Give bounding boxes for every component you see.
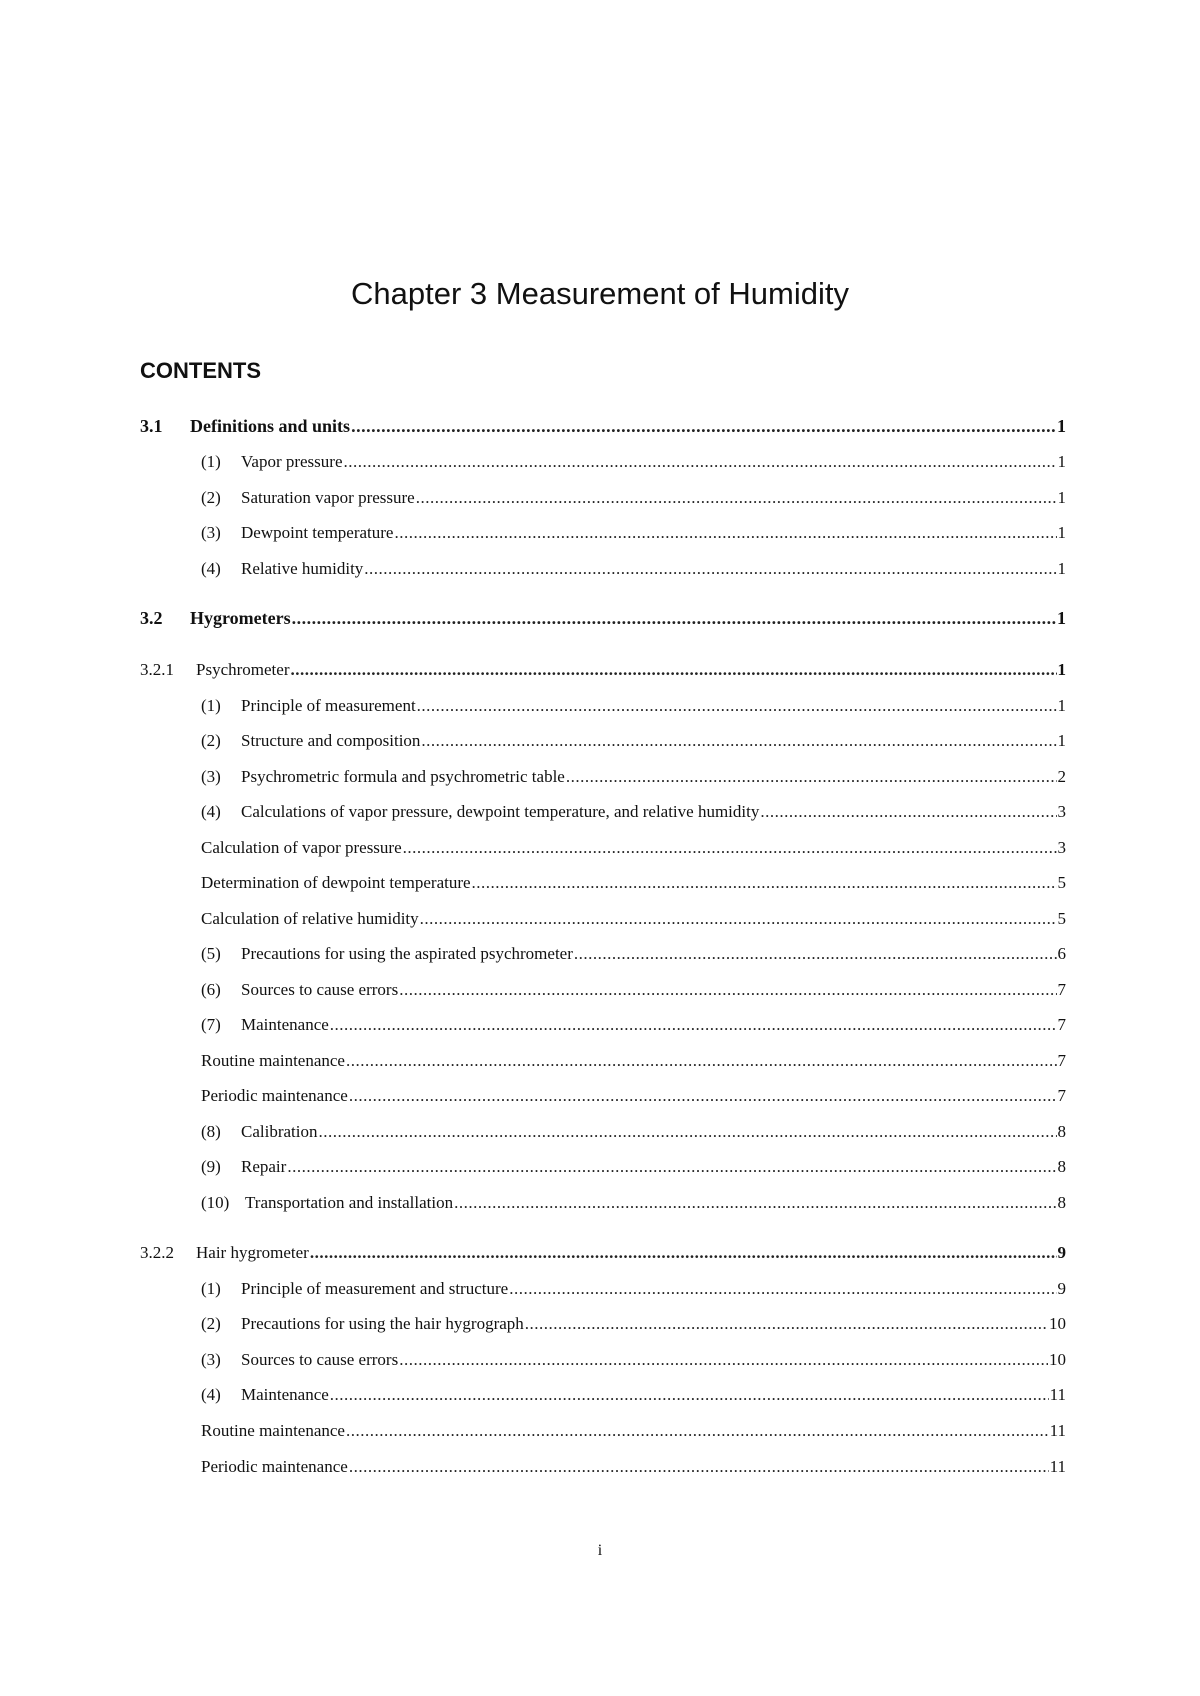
toc-number: (9) bbox=[201, 1157, 221, 1176]
toc-page: 3 bbox=[1057, 802, 1066, 821]
toc-page: 5 bbox=[1057, 909, 1066, 928]
toc-page: 6 bbox=[1057, 944, 1066, 963]
toc-entry[interactable] bbox=[201, 1085, 1066, 1107]
toc-leader bbox=[399, 1349, 1048, 1371]
toc-label: Periodic maintenance bbox=[201, 1086, 348, 1105]
toc-label: Routine maintenance bbox=[201, 1421, 345, 1440]
toc-label: Routine maintenance bbox=[201, 1051, 345, 1070]
toc-number: (6) bbox=[201, 980, 221, 999]
toc-leader bbox=[310, 1242, 1057, 1264]
toc-entry[interactable] bbox=[201, 1192, 1066, 1214]
toc-leader bbox=[420, 908, 1057, 930]
toc-leader bbox=[349, 1085, 1057, 1107]
toc-leader bbox=[399, 979, 1056, 1001]
toc-leader bbox=[416, 487, 1057, 509]
toc-leader bbox=[346, 1420, 1049, 1442]
toc-label: Vapor pressure bbox=[241, 452, 343, 471]
toc-label: Hair hygrometer bbox=[196, 1243, 309, 1262]
toc-page: 7 bbox=[1057, 1086, 1066, 1105]
toc-leader bbox=[472, 872, 1057, 894]
toc-leader bbox=[403, 837, 1057, 859]
toc-entry[interactable] bbox=[201, 451, 1066, 473]
toc-leader bbox=[346, 1050, 1057, 1072]
toc-page: 8 bbox=[1057, 1157, 1066, 1176]
toc-label: Determination of dewpoint temperature bbox=[201, 873, 471, 892]
toc-leader bbox=[760, 801, 1056, 823]
toc-number: (4) bbox=[201, 1385, 221, 1404]
toc-label: Periodic maintenance bbox=[201, 1457, 348, 1476]
toc-number: 3.1 bbox=[140, 416, 163, 436]
contents-heading: CONTENTS bbox=[140, 358, 261, 383]
toc-entry[interactable] bbox=[201, 1384, 1066, 1406]
toc-label: Dewpoint temperature bbox=[241, 523, 394, 542]
toc-page: 9 bbox=[1057, 1243, 1066, 1262]
toc-number: (1) bbox=[201, 452, 221, 471]
toc-leader bbox=[417, 695, 1057, 717]
toc-page: 1 bbox=[1057, 488, 1066, 507]
toc-entry[interactable] bbox=[201, 837, 1066, 859]
toc-number: (3) bbox=[201, 1350, 221, 1369]
toc-number: (3) bbox=[201, 767, 221, 786]
toc-number: (3) bbox=[201, 523, 221, 542]
toc-label: Calibration bbox=[241, 1122, 318, 1141]
toc-page: 1 bbox=[1057, 608, 1066, 628]
toc-page: 1 bbox=[1057, 559, 1066, 578]
toc-entry[interactable] bbox=[201, 1420, 1066, 1442]
toc-entry[interactable] bbox=[201, 1456, 1066, 1478]
toc-page: 5 bbox=[1057, 873, 1066, 892]
toc-entry[interactable] bbox=[201, 522, 1066, 544]
toc-entry-3-2[interactable] bbox=[140, 607, 1066, 629]
toc-page: 1 bbox=[1057, 523, 1066, 542]
toc-page: 10 bbox=[1049, 1350, 1066, 1369]
toc-label: Maintenance bbox=[241, 1385, 329, 1404]
toc-page: 1 bbox=[1057, 416, 1066, 436]
toc-number: (2) bbox=[201, 731, 221, 750]
toc-entry[interactable] bbox=[201, 1050, 1066, 1072]
toc-number: (1) bbox=[201, 1279, 221, 1298]
toc-leader bbox=[566, 766, 1057, 788]
toc-leader bbox=[318, 1121, 1056, 1143]
toc-entry[interactable] bbox=[201, 766, 1066, 788]
toc-entry[interactable] bbox=[201, 730, 1066, 752]
toc-page: 8 bbox=[1057, 1122, 1066, 1141]
toc-entry[interactable] bbox=[201, 979, 1066, 1001]
toc-number: (1) bbox=[201, 696, 221, 715]
toc-leader bbox=[454, 1192, 1056, 1214]
toc-label: Sources to cause errors bbox=[241, 980, 399, 999]
toc-label: Principle of measurement bbox=[241, 696, 416, 715]
toc-label: Calculation of relative humidity bbox=[201, 909, 419, 928]
toc-leader bbox=[330, 1384, 1049, 1406]
toc-leader bbox=[330, 1014, 1057, 1036]
chapter-title: Chapter 3 Measurement of Humidity bbox=[351, 276, 849, 311]
toc-label: Calculations of vapor pressure, dewpoint temperature, and relative humidity bbox=[241, 802, 760, 821]
toc-leader bbox=[364, 558, 1056, 580]
toc-entry[interactable] bbox=[201, 1014, 1066, 1036]
toc-leader bbox=[509, 1278, 1056, 1300]
toc-label: Precautions for using the aspirated psychrometer bbox=[241, 944, 573, 963]
toc-label: Principle of measurement and structure bbox=[241, 1279, 509, 1298]
toc-label: Hygrometers bbox=[190, 608, 291, 628]
toc-leader bbox=[394, 522, 1056, 544]
toc-page: 1 bbox=[1057, 696, 1066, 715]
toc-entry[interactable] bbox=[201, 1278, 1066, 1300]
toc-leader bbox=[421, 730, 1056, 752]
toc-leader bbox=[525, 1313, 1048, 1335]
toc-entry[interactable] bbox=[201, 695, 1066, 717]
toc-label: Calculation of vapor pressure bbox=[201, 838, 402, 857]
toc-page: 2 bbox=[1057, 767, 1066, 786]
toc-label: Structure and composition bbox=[241, 731, 421, 750]
toc-leader bbox=[344, 451, 1057, 473]
toc-page: 10 bbox=[1049, 1314, 1066, 1333]
toc-leader bbox=[287, 1156, 1056, 1178]
toc-number: (8) bbox=[201, 1122, 221, 1141]
toc-entry-3-2-1[interactable] bbox=[140, 659, 1066, 681]
page-number: i bbox=[597, 1542, 603, 1559]
toc-page: 11 bbox=[1049, 1385, 1066, 1404]
toc-number: 3.2.1 bbox=[140, 660, 174, 679]
toc-leader bbox=[349, 1456, 1049, 1478]
toc-page: 9 bbox=[1057, 1279, 1066, 1298]
toc-label: Relative humidity bbox=[241, 559, 364, 578]
toc-number: (7) bbox=[201, 1015, 221, 1034]
toc-label: Saturation vapor pressure bbox=[241, 488, 415, 507]
toc-number: 3.2.2 bbox=[140, 1243, 174, 1262]
toc-entry[interactable] bbox=[201, 801, 1066, 823]
toc-page: 7 bbox=[1057, 1051, 1066, 1070]
toc-number: (2) bbox=[201, 1314, 221, 1333]
toc-leader bbox=[574, 943, 1057, 965]
toc-page: 1 bbox=[1057, 660, 1066, 679]
toc-leader bbox=[290, 659, 1056, 681]
toc-entry[interactable] bbox=[201, 1121, 1066, 1143]
toc-number: (5) bbox=[201, 944, 221, 963]
toc-page: 7 bbox=[1057, 980, 1066, 999]
toc-number: (2) bbox=[201, 488, 221, 507]
toc-page: 7 bbox=[1057, 1015, 1066, 1034]
toc-entry[interactable] bbox=[201, 1156, 1066, 1178]
toc-label: Psychrometric formula and psychrometric table bbox=[241, 767, 565, 786]
toc-leader bbox=[351, 415, 1056, 437]
toc-page: 3 bbox=[1057, 838, 1066, 857]
toc-label: Definitions and units bbox=[190, 416, 351, 436]
toc-entry[interactable] bbox=[201, 558, 1066, 580]
toc-page: 11 bbox=[1049, 1421, 1066, 1440]
toc-number: 3.2 bbox=[140, 608, 163, 628]
toc-entry[interactable] bbox=[201, 943, 1066, 965]
toc-label: Maintenance bbox=[241, 1015, 329, 1034]
toc-label: Sources to cause errors bbox=[241, 1350, 399, 1369]
toc-entry[interactable] bbox=[201, 872, 1066, 894]
toc-label: Psychrometer bbox=[196, 660, 290, 679]
toc-entry[interactable] bbox=[201, 1313, 1066, 1335]
toc-entry-3-2-2[interactable] bbox=[140, 1242, 1066, 1264]
toc-label: Transportation and installation bbox=[245, 1193, 454, 1212]
toc-label: Precautions for using the hair hygrograph bbox=[241, 1314, 524, 1333]
toc-page: 11 bbox=[1049, 1457, 1066, 1476]
toc-entry-3-1[interactable] bbox=[140, 415, 1066, 437]
toc-number: (10) bbox=[201, 1193, 230, 1212]
toc-label: Repair bbox=[241, 1157, 287, 1176]
toc-page: 1 bbox=[1057, 452, 1066, 471]
toc-page: 1 bbox=[1057, 731, 1066, 750]
toc-number: (4) bbox=[201, 802, 221, 821]
toc-entry[interactable] bbox=[201, 1349, 1066, 1371]
toc-leader bbox=[292, 607, 1056, 629]
toc-page: 8 bbox=[1057, 1193, 1066, 1212]
toc-entry[interactable] bbox=[201, 487, 1066, 509]
toc-number: (4) bbox=[201, 559, 221, 578]
toc-entry[interactable] bbox=[201, 908, 1066, 930]
